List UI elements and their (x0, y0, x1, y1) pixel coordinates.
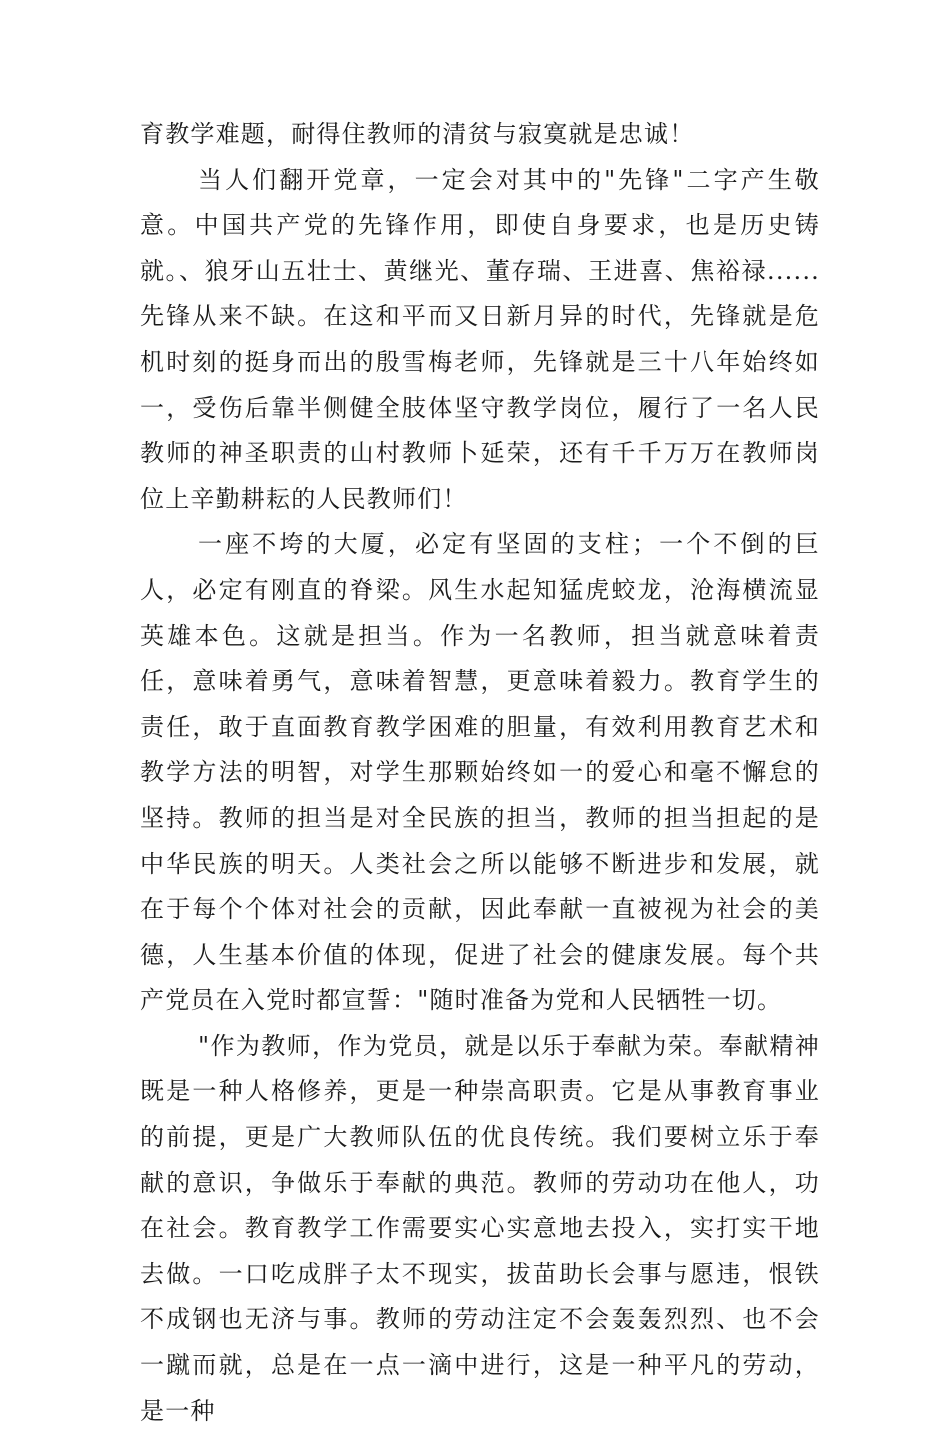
paragraph-continuation: 育教学难题，耐得住教师的清贫与寂寞就是忠诚！ (140, 120, 695, 148)
paragraph-responsibility: 一座不垮的大厦，必定有坚固的支柱；一个不倒的巨人，必定有刚直的脊梁。风生水起知猛虎蛟龙，沧海横流显英雄本色。这就是担当。作为一名教师，担当就意味着责任，意味着勇气，意味着智慧，更意味着毅力。教育学生的责任，敢于直面教育教学困难的胆量，有效利用教育艺术和教学方法的明智，对学生那颗始终如一的爱心和毫不懈怠的坚持。教师的担当是对全民族的担当，教师的担当担起的是中华民族的明天。人类社会之所以能够不断进步和发展，就在于每个个体对社会的贡献，因此奉献一直被视为社会的美德，人生基本价值的体现，促进了社会的健康发展。每个共产党员在入党时都宣誓："随时准备为党和人民牺牲一切。 (140, 530, 820, 1015)
paragraph-pioneer: 当人们翻开党章，一定会对其中的"先锋"二字产生敬意。中国共产党的先锋作用，即使自身要求，也是历史铸就。、狼牙山五壮士、黄继光、董存瑞、王进喜、焦裕禄......先锋从来不缺。在这和平而又日新月异的时代，先锋就是危机时刻的挺身而出的殷雪梅老师，先锋就是三十八年始终如一，受伤后靠半侧健全肢体坚守教学岗位，履行了一名人民教师的神圣职责的山村教师卜延荣，还有千千万万在教师岗位上辛勤耕耘的人民教师们！ (140, 165, 820, 513)
document-body (140, 112, 820, 1434)
paragraph-dedication: "作为教师，作为党员，就是以乐于奉献为荣。奉献精神既是一种人格修养，更是一种崇高职责。它是从事教育事业的前提，更是广大教师队伍的优良传统。我们要树立乐于奉献的意识，争做乐于奉献的典范。教师的劳动功在他人，功在社会。教育教学工作需要实心实意地去投入，实打实干地去做。一口吃成胖子太不现实，拔苗助长会事与愿违，恨铁不成钢也无济与事。教师的劳动注定不会轰轰烈烈、也不会一蹴而就，总是在一点一滴中进行，这是一种平凡的劳动，是一种 (140, 1031, 820, 1425)
